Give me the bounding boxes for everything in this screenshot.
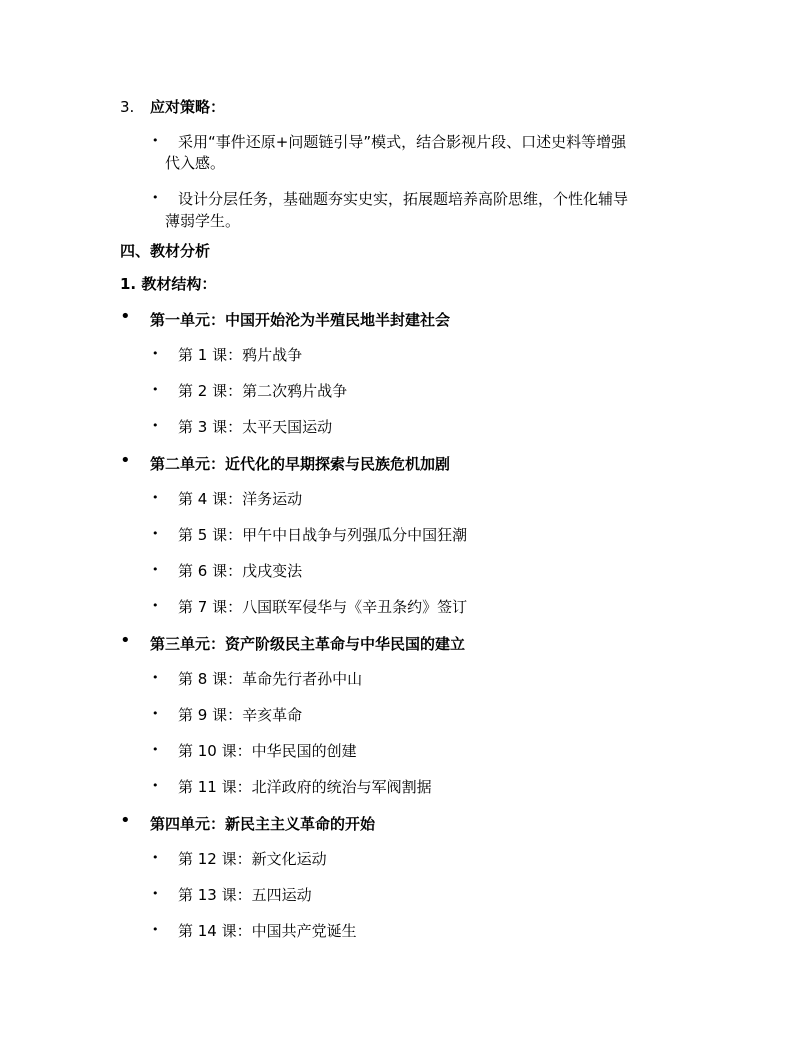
lesson-item: 第 6 课：戊戌变法 xyxy=(178,562,303,580)
bullet-icon: • xyxy=(152,923,159,936)
lesson-item: 第 1 课：鸦片战争 xyxy=(178,346,303,364)
bullet-icon: • xyxy=(152,419,159,432)
unit-title: 第四单元：新民主主义革命的开始 xyxy=(150,815,376,833)
lesson-item: 第 11 课：北洋政府的统治与军阀割据 xyxy=(178,778,432,796)
lesson-item: 第 9 课：辛亥革命 xyxy=(178,706,303,724)
bullet-icon: • xyxy=(120,630,131,651)
list-item: 设计分层任务，基础题夯实史实，拓展题培养高阶思维，个性化辅导 xyxy=(178,190,629,208)
bullet-icon: • xyxy=(152,563,159,576)
list-item: 采用“事件还原+问题链引导”模式，结合影视片段、口述史料等增强 xyxy=(178,133,627,151)
bullet-icon: • xyxy=(152,383,159,396)
list-item-continued: 薄弱学生。 xyxy=(165,212,241,230)
section-heading: 四、教材分析 xyxy=(120,242,211,260)
unit-title: 第三单元：资产阶级民主革命与中华民国的建立 xyxy=(150,635,466,653)
bullet-icon: • xyxy=(152,599,159,612)
bullet-icon: • xyxy=(152,779,159,792)
bullet-icon: • xyxy=(120,306,131,327)
bullet-icon: • xyxy=(152,134,159,147)
lesson-item: 第 3 课：太平天国运动 xyxy=(178,418,333,436)
unit-title: 第一单元：中国开始沦为半殖民地半封建社会 xyxy=(150,311,451,329)
bullet-icon: • xyxy=(152,491,159,504)
lesson-item: 第 4 课：洋务运动 xyxy=(178,490,303,508)
sub-heading: 1. 教材结构： xyxy=(120,275,217,293)
bullet-icon: • xyxy=(152,851,159,864)
list-number: 3. xyxy=(120,98,135,116)
lesson-item: 第 8 课：革命先行者孙中山 xyxy=(178,670,363,688)
bullet-icon: • xyxy=(152,743,159,756)
bullet-icon: • xyxy=(152,707,159,720)
lesson-item: 第 5 课：甲午中日战争与列强瓜分中国狂潮 xyxy=(178,526,468,544)
lesson-item: 第 12 课：新文化运动 xyxy=(178,850,327,868)
bullet-icon: • xyxy=(120,450,131,471)
bullet-icon: • xyxy=(152,347,159,360)
lesson-item: 第 7 课：八国联军侵华与《辛丑条约》签订 xyxy=(178,598,468,616)
lesson-item: 第 14 课：中国共产党诞生 xyxy=(178,922,357,940)
list-item-continued: 代入感。 xyxy=(165,154,226,172)
lesson-item: 第 13 课：五四运动 xyxy=(178,886,312,904)
strategy-heading: 应对策略： xyxy=(150,98,226,116)
bullet-icon: • xyxy=(152,887,159,900)
lesson-item: 第 2 课：第二次鸦片战争 xyxy=(178,382,348,400)
bullet-icon: • xyxy=(152,671,159,684)
bullet-icon: • xyxy=(120,810,131,831)
bullet-icon: • xyxy=(152,527,159,540)
unit-title: 第二单元：近代化的早期探索与民族危机加剧 xyxy=(150,455,451,473)
bullet-icon: • xyxy=(152,191,159,204)
lesson-item: 第 10 课：中华民国的创建 xyxy=(178,742,357,760)
